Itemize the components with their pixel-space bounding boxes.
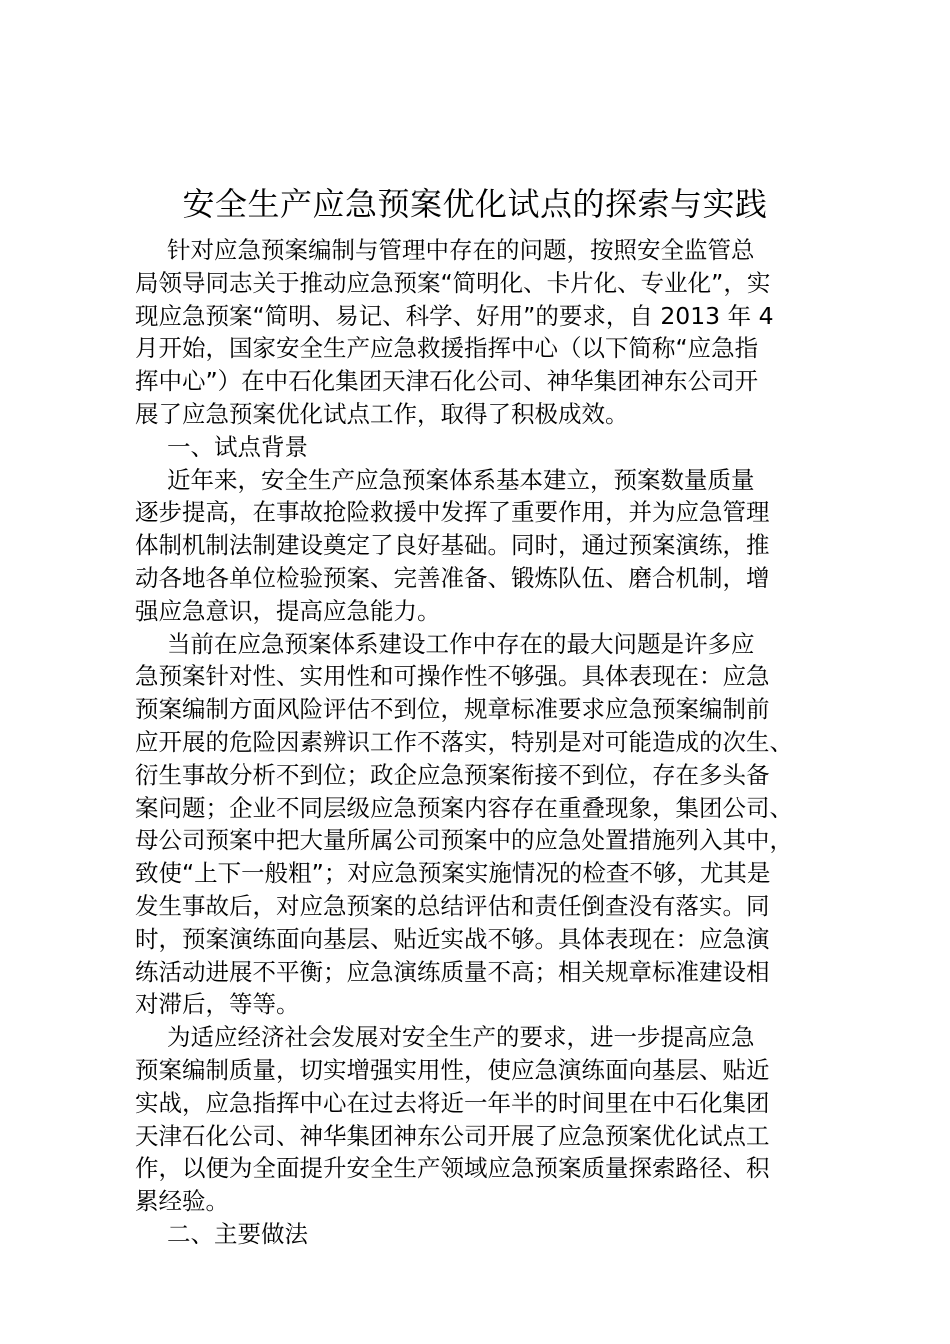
body-line: 衍生事故分析不到位；政企应急预案衔接不到位，存在多头备 bbox=[135, 760, 770, 789]
body-line: 展了应急预案优化试点工作，取得了积极成效。 bbox=[135, 399, 629, 428]
body-line: 致使“上下一般粗”；对应急预案实施情况的检查不够，尤其是 bbox=[135, 859, 771, 888]
body-line: 时，预案演练面向基层、贴近实战不够。具体表现在：应急演 bbox=[135, 924, 770, 953]
body-line: 挥中心”）在中石化集团天津石化公司、神华集团神东公司开 bbox=[135, 367, 759, 396]
body-line: 强应急意识，提高应急能力。 bbox=[135, 596, 441, 625]
body-line: 实战，应急指挥中心在过去将近一年半的时间里在中石化集团 bbox=[135, 1088, 770, 1117]
body-line: 为适应经济社会发展对安全生产的要求，进一步提高应急 bbox=[167, 1023, 755, 1052]
body-line: 预案编制方面风险评估不到位，规章标准要求应急预案编制前 bbox=[135, 695, 770, 724]
body-line: 对滞后，等等。 bbox=[135, 990, 300, 1019]
body-line: 累经验。 bbox=[135, 1187, 229, 1216]
body-line: 当前在应急预案体系建设工作中存在的最大问题是许多应 bbox=[167, 629, 755, 658]
body-line: 近年来，安全生产应急预案体系基本建立，预案数量质量 bbox=[167, 465, 755, 494]
body-line: 二、主要做法 bbox=[167, 1219, 308, 1248]
body-line: 预案编制质量，切实增强实用性，使应急演练面向基层、贴近 bbox=[135, 1055, 770, 1084]
document-title: 安全生产应急预案优化试点的探索与实践 bbox=[182, 185, 768, 223]
body-line: 针对应急预案编制与管理中存在的问题，按照安全监管总 bbox=[167, 236, 755, 264]
body-line: 现应急预案“简明、易记、科学、好用”的要求，自 2013 年 4 bbox=[135, 301, 774, 330]
body-line: 应开展的危险因素辨识工作不落实，特别是对可能造成的次生、 bbox=[135, 727, 793, 756]
body-line: 案问题；企业不同层级应急预案内容存在重叠现象，集团公司、 bbox=[135, 793, 793, 822]
body-line: 母公司预案中把大量所属公司预案中的应急处置措施列入其中， bbox=[135, 826, 793, 855]
body-line: 局领导同志关于推动应急预案“简明化、卡片化、专业化”，实 bbox=[135, 268, 771, 297]
body-line: 发生事故后，对应急预案的总结评估和责任倒查没有落实。同 bbox=[135, 891, 770, 920]
document-body bbox=[135, 234, 835, 1251]
body-line: 作，以便为全面提升安全生产领域应急预案质量探索路径、积 bbox=[135, 1154, 770, 1183]
body-line: 练活动进展不平衡；应急演练质量不高；相关规章标准建设相 bbox=[135, 957, 770, 986]
body-line: 天津石化公司、神华集团神东公司开展了应急预案优化试点工 bbox=[135, 1121, 770, 1150]
body-line: 一、试点背景 bbox=[167, 432, 308, 461]
body-line: 急预案针对性、实用性和可操作性不够强。具体表现在：应急 bbox=[135, 662, 770, 691]
body-line: 体制机制法制建设奠定了良好基础。同时，通过预案演练，推 bbox=[135, 531, 770, 560]
body-line: 月开始，国家安全生产应急救援指挥中心（以下简称“应急指 bbox=[135, 334, 759, 363]
body-line: 逐步提高，在事故抢险救援中发挥了重要作用，并为应急管理 bbox=[135, 498, 770, 527]
body-line: 动各地各单位检验预案、完善准备、锻炼队伍、磨合机制，增 bbox=[135, 563, 770, 592]
